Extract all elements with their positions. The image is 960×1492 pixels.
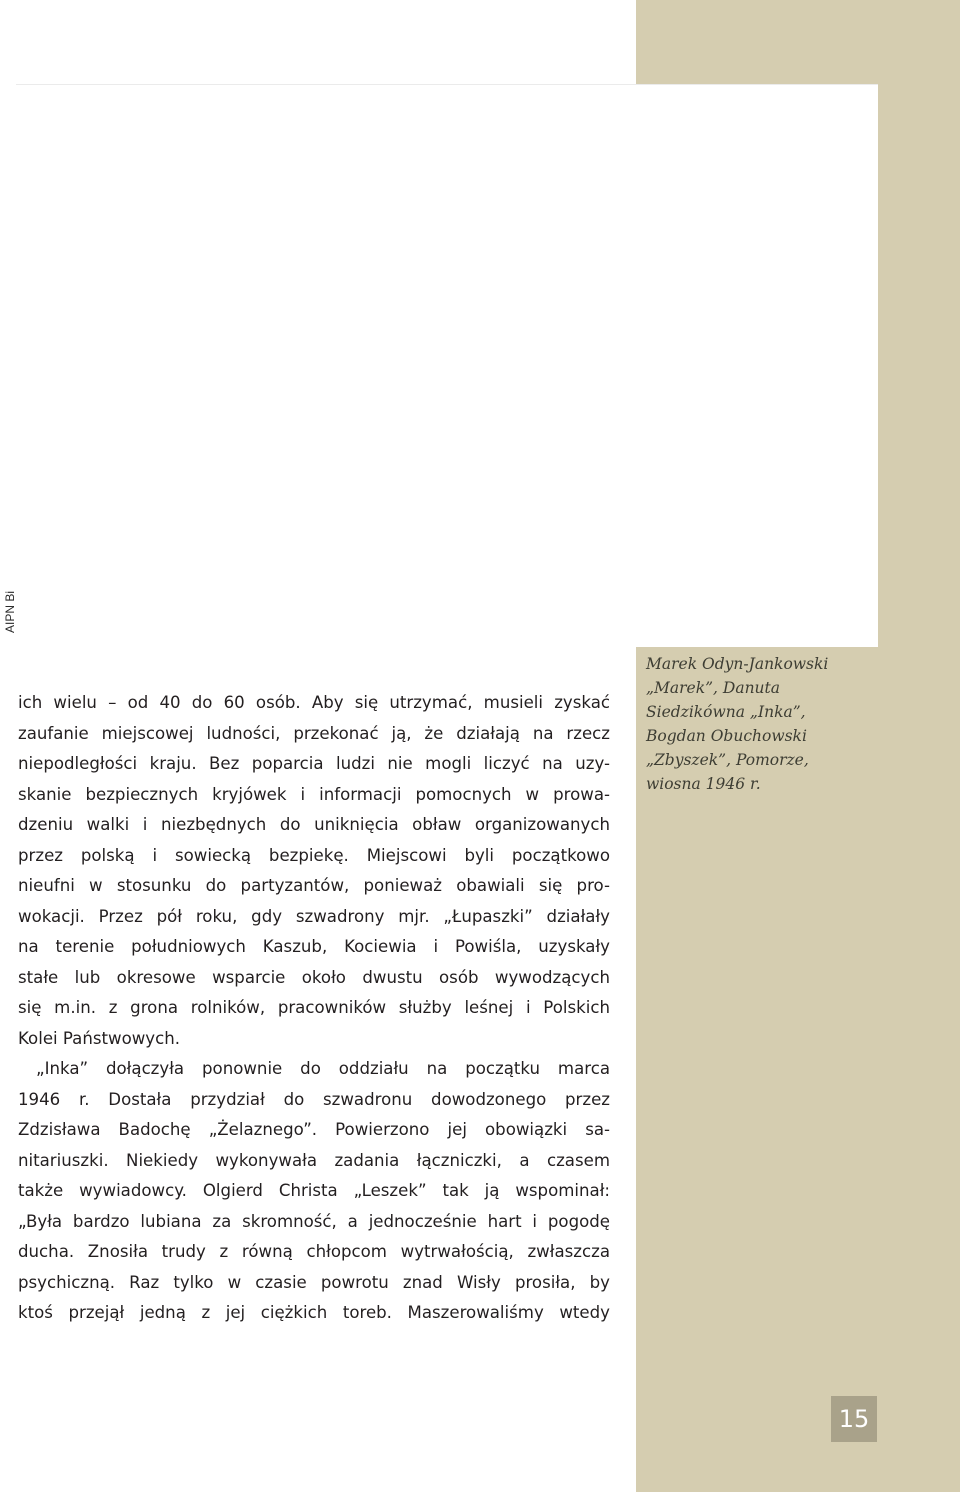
text-line: niepodległości kraju. Bez poparcia ludzi nie mogli liczyć na uzy- — [18, 754, 610, 773]
text-line: stałe lub okresowe wsparcie około dwustu osób wywodzących — [18, 967, 610, 987]
text-line: psychiczną. Raz tylko w czasie powrotu znad Wisły prosiła, by — [18, 1272, 610, 1292]
photo-placeholder — [16, 84, 878, 647]
text-line: nieufni w stosunku do partyzantów, ponieważ obawiali się pro- — [18, 876, 610, 895]
text-line: się m.in. z grona rolników, pracowników służby leśnej i Polskich — [18, 998, 610, 1017]
text-line: przez polską i sowiecką bezpiekę. Miejscowi byli początkowo — [18, 845, 610, 865]
caption-line: Siedzikówna „Inka”, — [646, 703, 806, 721]
caption-line: „Marek”, Danuta — [646, 679, 780, 697]
caption-line: wiosna 1946 r. — [646, 775, 761, 793]
text-line: ducha. Znosiła trudy z równą chłopcom wytrwałością, zwłaszcza — [18, 1242, 610, 1261]
text-line: wokacji. Przez pół roku, gdy szwadrony mjr. „Łupaszki” działały — [18, 906, 610, 926]
text-line: ktoś przejął jedną z jej ciężkich toreb. Maszerowaliśmy wtedy — [18, 1303, 610, 1322]
text-line: „Była bardzo lubiana za skromność, a jednocześnie hart i pogodę — [18, 1211, 610, 1231]
text-line: dzeniu walki i niezbędnych do uniknięcia obław organizowanych — [18, 815, 610, 834]
text-line: skanie bezpiecznych kryjówek i informacji pomocnych w prowa- — [18, 784, 610, 804]
photo-caption — [646, 652, 860, 796]
caption-line: Bogdan Obuchowski — [646, 727, 807, 745]
page-number: 15 — [831, 1396, 877, 1442]
text-line: Zdzisława Badochę „Żelaznego”. Powierzono jej obowiązki sa- — [18, 1120, 610, 1139]
text-line: na terenie południowych Kaszub, Kociewia i Powiśla, uzyskały — [18, 937, 610, 956]
body-text — [18, 688, 610, 1329]
archive-mark: AIPN Bi — [3, 590, 17, 633]
text-line: zaufanie miejscowej ludności, przekonać ją, że działają na rzecz — [18, 723, 610, 743]
text-line: ich wielu – od 40 do 60 osób. Aby się utrzymać, musieli zyskać — [18, 693, 610, 712]
text-line: także wywiadowcy. Olgierd Christa „Leszek” tak ją wspominał: — [18, 1181, 610, 1200]
caption-line: „Zbyszek”, Pomorze, — [646, 751, 809, 769]
text-line: „Inka” dołączyła ponownie do oddziału na początku marca — [36, 1059, 610, 1078]
text-line: 1946 r. Dostała przydział do szwadronu dowodzonego przez — [18, 1089, 610, 1109]
text-line: Kolei Państwowych. — [18, 1028, 181, 1048]
text-line: nitariuszki. Niekiedy wykonywała zadania łączniczki, a czasem — [18, 1150, 610, 1170]
caption-line: Marek Odyn-Jankowski — [646, 655, 829, 673]
